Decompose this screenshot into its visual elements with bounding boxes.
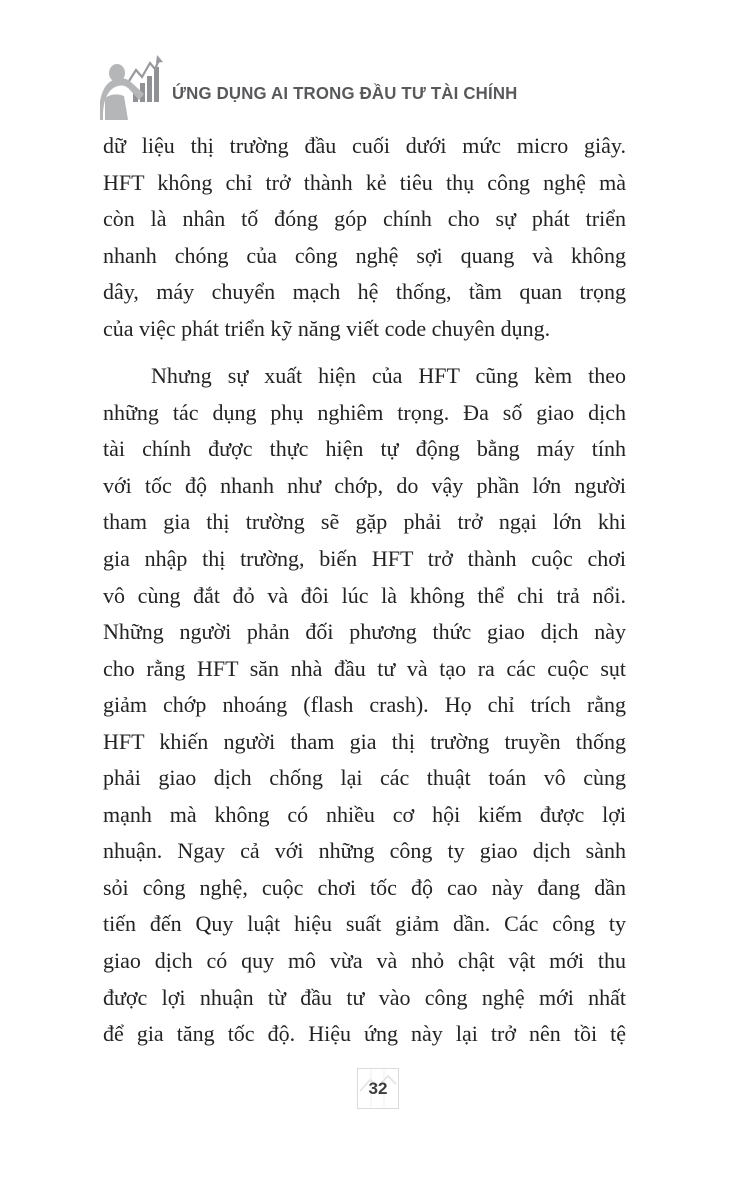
body-line: vô cùng đắt đỏ và đôi lúc là không thể chi trả nổi.	[103, 582, 626, 608]
body-line: HFT khiến người tham gia thị trường truyền thống	[103, 728, 626, 754]
body-line: HFT không chỉ trở thành kẻ tiêu thụ công nghệ mà	[103, 169, 626, 195]
body-line: nhuận. Ngay cả với những công ty giao dịch sành	[103, 838, 626, 864]
body-line: giao dịch có quy mô vừa và nhỏ chật vật mới thu	[103, 948, 626, 974]
page-number-box	[357, 1068, 399, 1109]
book-title: ỨNG DỤNG AI TRONG ĐẦU TƯ TÀI CHÍNH	[172, 82, 518, 103]
body-line: mạnh mà không có nhiều cơ hội kiếm được lợi	[103, 801, 626, 827]
paragraph	[103, 358, 626, 1052]
person-analytics-icon	[100, 52, 164, 120]
body-line: những tác dụng phụ nghiêm trọng. Đa số giao dịch	[103, 399, 626, 425]
body-line: được lợi nhuận từ đầu tư vào công nghệ mới nhất	[103, 984, 626, 1010]
body-text	[103, 128, 626, 1053]
body-line: dữ liệu thị trường đầu cuối dưới mức micro giây.	[103, 133, 626, 158]
body-line: với tốc độ nhanh như chớp, do vậy phần lớn người	[103, 472, 626, 498]
body-line: để gia tăng tốc độ. Hiệu ứng này lại trở nên tồi tệ	[103, 1021, 626, 1047]
body-line: sỏi công nghệ, cuộc chơi tốc độ cao này đang dần	[103, 874, 626, 900]
body-line: dây, máy chuyển mạch hệ thống, tầm quan trọng	[103, 279, 626, 305]
body-line: còn là nhân tố đóng góp chính cho sự phát triển	[103, 206, 626, 232]
page-header	[100, 52, 532, 120]
body-line: gia nhập thị trường, biến HFT trở thành cuộc chơi	[103, 546, 626, 572]
body-line: giảm chớp nhoáng (flash crash). Họ chỉ trích rằng	[103, 692, 626, 718]
body-line: tham gia thị trường sẽ gặp phải trở ngại lớn khi	[103, 509, 626, 535]
body-line: Nhưng sự xuất hiện của HFT cũng kèm theo	[151, 363, 626, 389]
body-line: của việc phát triển kỹ năng viết code chuyên dụng.	[103, 315, 551, 341]
body-line: tài chính được thực hiện tự động bằng máy tính	[103, 436, 626, 462]
body-line: Những người phản đối phương thức giao dịch này	[103, 619, 626, 645]
page-number: 32	[368, 1078, 388, 1098]
paragraph	[103, 128, 626, 347]
body-line: cho rằng HFT săn nhà đầu tư và tạo ra các cuộc sụt	[103, 655, 626, 681]
body-line: tiến đến Quy luật hiệu suất giảm dần. Các công ty	[103, 911, 626, 937]
body-line: nhanh chóng của công nghệ sợi quang và không	[103, 242, 626, 268]
body-line: phải giao dịch chống lại các thuật toán vô cùng	[103, 765, 626, 791]
